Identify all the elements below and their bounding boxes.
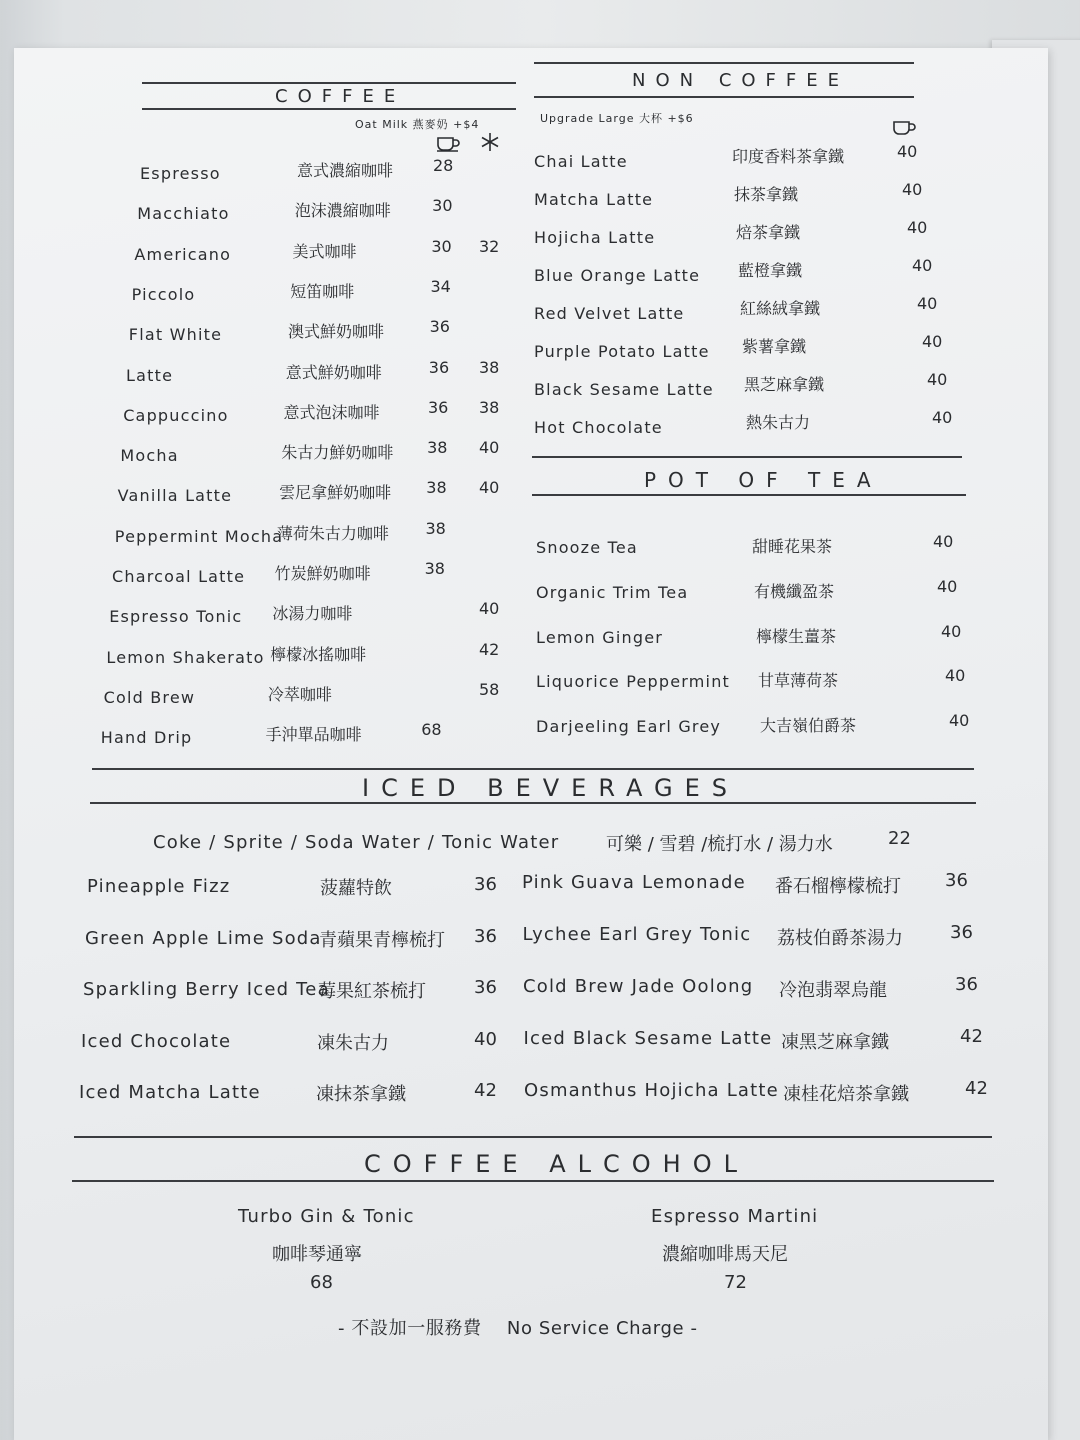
coffee-rule-top bbox=[142, 82, 516, 84]
coffee-title: COFFEE bbox=[275, 86, 406, 107]
coffee-rule-bottom bbox=[142, 108, 516, 110]
coffee-item-en: Piccolo bbox=[131, 284, 196, 304]
coffee-item-en: Cappuccino bbox=[123, 405, 229, 425]
non-coffee-item-zh: 熱朱古力 bbox=[746, 413, 811, 432]
non-coffee-item-zh: 焙茶拿鐵 bbox=[736, 223, 801, 242]
iced-item-en: Pink Guava Lemonade bbox=[522, 872, 746, 893]
non-coffee-item-en: Chai Latte bbox=[534, 152, 628, 171]
alcohol-item-price: 68 bbox=[310, 1272, 333, 1293]
tea-item-zh: 甘草薄荷茶 bbox=[758, 671, 839, 691]
coffee-item-en: Espresso Tonic bbox=[109, 607, 243, 627]
coffee-iced-price: 38 bbox=[479, 397, 500, 417]
non-coffee-item-en: Hojicha Latte bbox=[534, 228, 656, 247]
coffee-item-en: Peppermint Mocha bbox=[114, 526, 284, 546]
tea-item-zh: 有機纖盈茶 bbox=[754, 581, 835, 601]
tea-item-en: Darjeeling Earl Grey bbox=[536, 717, 722, 737]
coffee-item-en: Latte bbox=[126, 365, 174, 385]
coffee-item-zh: 短笛咖啡 bbox=[290, 281, 355, 301]
iced-item-zh: 菠蘿特飲 bbox=[320, 878, 392, 899]
coffee-hot-price: 36 bbox=[429, 317, 450, 337]
soft-drinks-zh: 可樂 / 雪碧 /梳打水 / 湯力水 bbox=[606, 834, 833, 855]
iced-item-zh: 凍黑芝麻拿鐵 bbox=[781, 1032, 889, 1053]
coffee-hot-price: 36 bbox=[428, 357, 450, 377]
coffee-hot-price: 68 bbox=[421, 720, 442, 740]
coffee-iced-price: 58 bbox=[479, 679, 500, 699]
non-coffee-item-price: 40 bbox=[927, 370, 948, 389]
tea-item-en: Lemon Ginger bbox=[536, 627, 664, 647]
tea-item-zh: 檸檬生薑茶 bbox=[756, 626, 837, 646]
coffee-item-en: Charcoal Latte bbox=[112, 567, 246, 586]
iced-item-price: 42 bbox=[965, 1078, 988, 1099]
coffee-iced-price: 32 bbox=[479, 236, 500, 256]
alcohol-item-zh: 咖啡琴通寧 bbox=[272, 1244, 362, 1265]
coffee-item-zh: 竹炭鮮奶咖啡 bbox=[274, 564, 371, 583]
iced-item-zh: 凍桂花焙茶拿鐵 bbox=[783, 1084, 909, 1105]
iced-item-price: 42 bbox=[474, 1080, 497, 1101]
coffee-item-en: Vanilla Latte bbox=[117, 486, 233, 506]
coffee-hot-price: 38 bbox=[426, 478, 447, 498]
coffee-item-zh: 薄荷朱古力咖啡 bbox=[276, 523, 389, 543]
non-coffee-item-zh: 藍橙拿鐵 bbox=[738, 261, 803, 280]
alcohol-item-en: Turbo Gin & Tonic bbox=[238, 1206, 415, 1227]
alcohol-rule-bottom bbox=[72, 1180, 994, 1182]
non-coffee-item-price: 40 bbox=[897, 142, 918, 161]
non-coffee-item-price: 40 bbox=[922, 332, 943, 351]
tea-item-price: 40 bbox=[933, 532, 954, 551]
non-coffee-item-zh: 紅絲絨拿鐵 bbox=[740, 299, 821, 318]
upgrade-note: Upgrade Large 大杯 +$6 bbox=[540, 112, 694, 125]
oat-milk-note: Oat Milk 燕麥奶 +$4 bbox=[355, 118, 480, 131]
snowflake-icon bbox=[480, 132, 500, 152]
coffee-item-zh: 泡沫濃縮咖啡 bbox=[294, 201, 391, 221]
non-coffee-item-en: Red Velvet Latte bbox=[534, 304, 685, 323]
coffee-item-zh: 檸檬冰搖咖啡 bbox=[270, 644, 367, 664]
tea-item-en: Snooze Tea bbox=[536, 538, 638, 557]
iced-item-en: Iced Chocolate bbox=[81, 1030, 232, 1052]
soft-drinks-price: 22 bbox=[888, 828, 911, 849]
coffee-item-en: Espresso bbox=[140, 164, 221, 183]
coffee-hot-price: 30 bbox=[431, 236, 452, 256]
alcohol-rule-top bbox=[74, 1136, 992, 1138]
tea-item-en: Liquorice Peppermint bbox=[536, 672, 731, 692]
coffee-iced-price: 40 bbox=[479, 599, 500, 619]
iced-item-price: 36 bbox=[945, 870, 968, 891]
coffee-item-en: Mocha bbox=[120, 446, 179, 466]
coffee-item-en: Macchiato bbox=[137, 204, 230, 224]
non-coffee-item-price: 40 bbox=[932, 408, 953, 427]
non-coffee-item-zh: 黑芝麻拿鐵 bbox=[744, 375, 825, 394]
non-coffee-item-en: Blue Orange Latte bbox=[534, 266, 701, 285]
coffee-item-en: Lemon Shakerato bbox=[106, 647, 265, 667]
iced-item-price: 36 bbox=[474, 874, 497, 895]
coffee-item-zh: 意式濃縮咖啡 bbox=[297, 161, 394, 180]
coffee-hot-price: 36 bbox=[427, 397, 449, 417]
iced-item-zh: 凍朱古力 bbox=[317, 1032, 389, 1054]
hot-cup-icon bbox=[892, 118, 918, 136]
non-coffee-item-zh: 紫薯拿鐵 bbox=[742, 337, 807, 356]
non-coffee-item-en: Hot Chocolate bbox=[534, 418, 663, 437]
iced-item-price: 36 bbox=[474, 925, 497, 947]
tea-item-zh: 甜睡花果茶 bbox=[752, 537, 833, 556]
coffee-item-en: Americano bbox=[134, 244, 232, 264]
tea-item-price: 40 bbox=[937, 576, 958, 596]
alcohol-item-zh: 濃縮咖啡馬天尼 bbox=[662, 1244, 788, 1265]
non-coffee-item-price: 40 bbox=[902, 180, 923, 199]
iced-item-price: 36 bbox=[474, 977, 497, 998]
tea-item-price: 40 bbox=[945, 666, 966, 686]
coffee-iced-price: 40 bbox=[479, 438, 500, 458]
non-coffee-item-price: 40 bbox=[907, 218, 928, 237]
coffee-hot-price: 38 bbox=[425, 518, 446, 538]
non-coffee-item-price: 40 bbox=[912, 256, 933, 275]
coffee-item-zh: 冰湯力咖啡 bbox=[272, 604, 353, 624]
non-coffee-title: NON COFFEE bbox=[632, 70, 850, 91]
iced-rule-top bbox=[92, 768, 974, 770]
coffee-item-zh: 澳式鮮奶咖啡 bbox=[288, 322, 385, 342]
non-coffee-rule-top bbox=[534, 62, 914, 64]
coffee-hot-price: 38 bbox=[427, 438, 448, 458]
non-coffee-rule-bottom bbox=[534, 96, 914, 98]
iced-item-en: Sparkling Berry Iced Tea bbox=[83, 979, 330, 1000]
coffee-hot-price: 28 bbox=[433, 156, 454, 175]
hot-cup-icon bbox=[436, 134, 462, 152]
tea-item-price: 40 bbox=[941, 621, 962, 641]
iced-beverages-title: ICED BEVERAGES bbox=[362, 774, 740, 802]
coffee-item-zh: 雲尼拿鮮奶咖啡 bbox=[279, 483, 392, 503]
iced-item-price: 40 bbox=[474, 1028, 497, 1050]
coffee-alcohol-title: COFFEE ALCOHOL bbox=[364, 1150, 749, 1178]
tea-rule-bottom bbox=[532, 494, 966, 496]
iced-rule-bottom bbox=[90, 802, 976, 804]
iced-item-price: 36 bbox=[950, 922, 973, 943]
tea-rule-top bbox=[532, 456, 962, 458]
coffee-item-en: Hand Drip bbox=[100, 728, 193, 748]
tea-item-zh: 大吉嶺伯爵茶 bbox=[760, 716, 857, 736]
coffee-item-zh: 手沖單品咖啡 bbox=[265, 725, 362, 745]
iced-item-zh: 凍抹茶拿鐵 bbox=[316, 1084, 406, 1105]
iced-item-en: Green Apple Lime Soda bbox=[85, 927, 322, 949]
non-coffee-item-en: Black Sesame Latte bbox=[534, 380, 714, 399]
coffee-item-zh: 冷萃咖啡 bbox=[267, 684, 332, 704]
iced-item-zh: 青蘋果青檸梳打 bbox=[319, 929, 445, 951]
non-coffee-item-en: Purple Potato Latte bbox=[534, 342, 710, 361]
iced-item-en: Lychee Earl Grey Tonic bbox=[522, 924, 752, 945]
iced-item-en: Osmanthus Hojicha Latte bbox=[524, 1080, 779, 1101]
non-coffee-item-en: Matcha Latte bbox=[534, 190, 654, 209]
alcohol-item-en: Espresso Martini bbox=[651, 1206, 819, 1227]
iced-item-price: 42 bbox=[960, 1026, 983, 1047]
non-coffee-item-zh: 抹茶拿鐵 bbox=[734, 185, 799, 204]
coffee-item-en: Flat White bbox=[128, 325, 223, 345]
coffee-item-en: Cold Brew bbox=[103, 687, 196, 707]
iced-item-en: Cold Brew Jade Oolong bbox=[523, 976, 754, 997]
iced-item-zh: 番石榴檸檬梳打 bbox=[775, 876, 901, 897]
iced-item-price: 36 bbox=[955, 974, 978, 995]
coffee-hot-price: 34 bbox=[430, 276, 451, 296]
soft-drinks-en: Coke / Sprite / Soda Water / Tonic Water bbox=[153, 832, 560, 853]
non-coffee-item-zh: 印度香料茶拿鐵 bbox=[732, 147, 845, 166]
tea-item-en: Organic Trim Tea bbox=[536, 582, 689, 602]
coffee-hot-price: 30 bbox=[432, 196, 453, 216]
alcohol-item-price: 72 bbox=[724, 1272, 747, 1293]
coffee-item-zh: 美式咖啡 bbox=[292, 241, 357, 261]
iced-item-zh: 莓果紅茶梳打 bbox=[318, 981, 426, 1002]
iced-item-zh: 冷泡翡翠烏龍 bbox=[779, 980, 887, 1001]
coffee-iced-price: 42 bbox=[479, 639, 500, 659]
coffee-item-zh: 朱古力鮮奶咖啡 bbox=[281, 443, 394, 463]
coffee-item-zh: 意式鮮奶咖啡 bbox=[285, 362, 382, 382]
iced-item-en: Iced Matcha Latte bbox=[79, 1082, 261, 1103]
iced-item-zh: 荔枝伯爵茶湯力 bbox=[777, 928, 903, 949]
coffee-hot-price: 38 bbox=[424, 559, 445, 578]
coffee-item-zh: 意式泡沫咖啡 bbox=[283, 402, 380, 422]
iced-item-en: Iced Black Sesame Latte bbox=[523, 1028, 773, 1049]
iced-item-en: Pineapple Fizz bbox=[87, 876, 231, 897]
coffee-iced-price: 38 bbox=[479, 357, 500, 377]
tea-item-price: 40 bbox=[949, 711, 970, 731]
no-service-charge: - 不設加一服務費 No Service Charge - bbox=[338, 1318, 698, 1339]
pot-of-tea-title: POT OF TEA bbox=[644, 468, 883, 492]
non-coffee-item-price: 40 bbox=[917, 294, 938, 313]
coffee-iced-price: 40 bbox=[479, 478, 500, 498]
